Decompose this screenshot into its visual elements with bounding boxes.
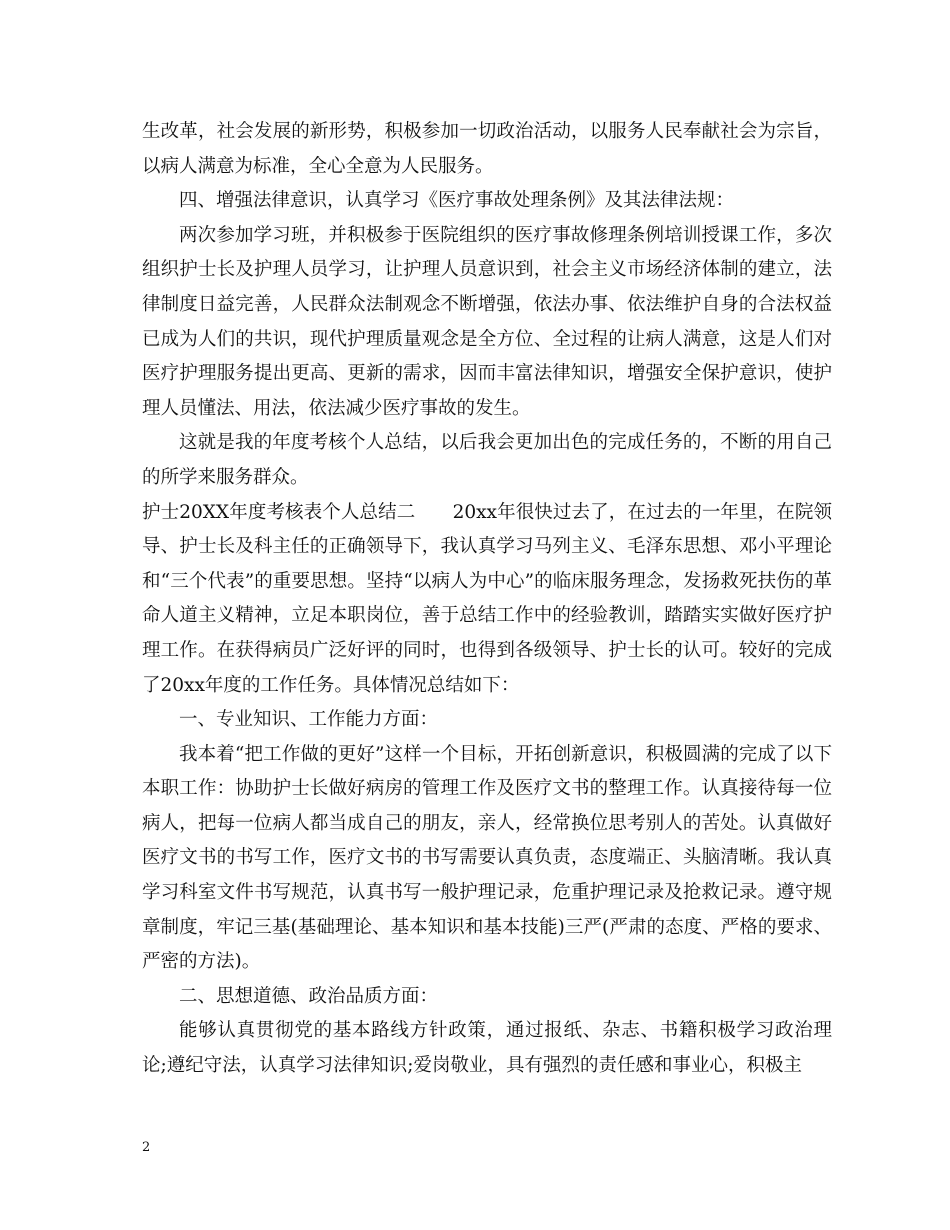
section-heading: 一、专业知识、工作能力方面： xyxy=(179,709,439,731)
paragraph: 能够认真贯彻党的基本路线方针政策，通过报纸、杂志、书籍积极学习政治理论;遵纪守法，认真学习法律知识;爱岗敬业，具有强烈的责任感和事业心，积极主 xyxy=(142,1020,832,1077)
page-number: 2 xyxy=(142,1140,151,1155)
paragraph: 我本着“把工作做的更好”这样一个目标，开拓创新意识，积极圆满的完成了以下本职工作：协助护士长做好病房的管理工作及医疗文书的整理工作。认真接待每一位病人，把每一位病人都当成自己的朋友，亲人，经常换位思考别人的苦处。认真做好医疗文书的书写工作，医疗文书的书写需要认真负责，态度端正、头脑清晰。我认真学习科室文件书写规范，认真书写一般护理记录，危重护理记录及抢救记录。遵守规章制度，牢记三基(基础理论、基本知识和基本技能)三严(严肃的态度、严格的要求、严密的方法)。 xyxy=(142,743,832,973)
document-body xyxy=(142,115,832,1084)
paragraph: 护士20XX年度考核表个人总结二 20xx年很快过去了，在过去的一年里，在院领导、护士长及科主任的正确领导下，我认真学习马列主义、毛泽东思想、邓小平理论和“三个代表”的重要思想。坚持“以病人为中心”的临床服务理念，发扬救死扶伤的革命人道主义精神，立足本职岗位，善于总结工作中的经验教训，踏踏实实做好医疗护理工作。在获得病员广泛好评的同时，也得到各级领导、护士长的认可。较好的完成了20xx年度的工作任务。具体情况总结如下： xyxy=(142,501,832,696)
paragraph: 这就是我的年度考核个人总结，以后我会更加出色的完成任务的，不断的用自己的所学来服务群众。 xyxy=(142,432,832,488)
section-heading: 四、增强法律意识，认真学习《医疗事故处理条例》及其法律法规： xyxy=(179,190,735,212)
section-heading: 二、思想道德、政治品质方面： xyxy=(179,985,439,1007)
paragraph: 两次参加学习班，并积极参于医院组织的医疗事故修理条例培训授课工作，多次组织护士长及护理人员学习，让护理人员意识到，社会主义市场经济体制的建立，法律制度日益完善，人民群众法制观念不断增强，依法办事、依法维护自身的合法权益已成为人们的共识，现代护理质量观念是全方位、全过程的让病人满意，这是人们对医疗护理服务提出更高、更新的需求，因而丰富法律知识，增强安全保护意识，使护理人员懂法、用法，依法减少医疗事故的发生。 xyxy=(142,224,832,419)
paragraph: 生改革，社会发展的新形势，积极参加一切政治活动，以服务人民奉献社会为宗旨，以病人满意为标准，全心全意为人民服务。 xyxy=(142,121,832,177)
